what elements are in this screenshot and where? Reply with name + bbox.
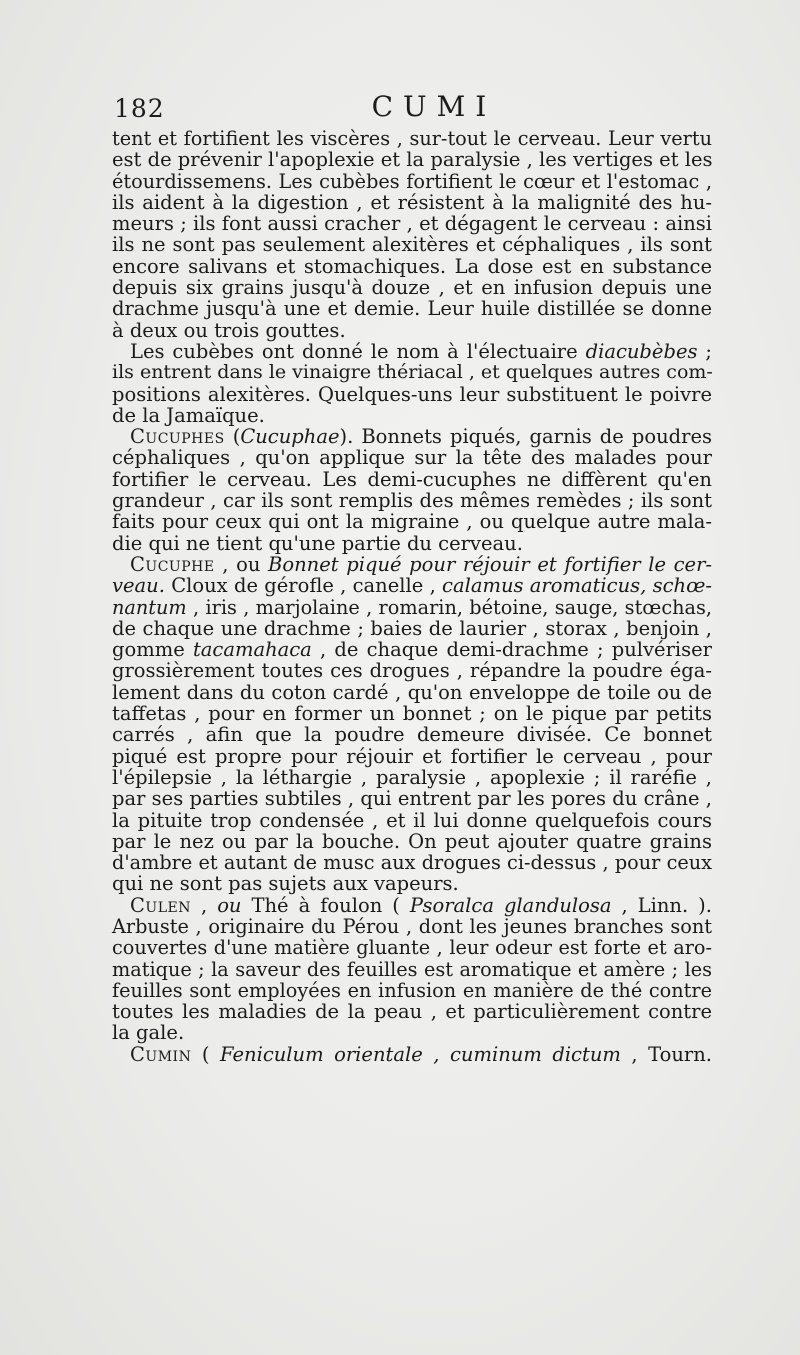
text-line: carrés , afin que la poudre demeure divisée. Ce bonnet [112, 723, 712, 747]
running-head: CUMI [371, 90, 497, 123]
text-line: drachme jusqu'à une et demie. Leur huile distillée se donne [112, 297, 712, 321]
entry-cucuphes: Cucuphes (Cucuphae). Bonnets piqués, garnis de poudres [130, 425, 712, 449]
text-line: lement dans du coton cardé , qu'on enveloppe de toile ou de [112, 680, 712, 704]
entry-headword: Cucuphes [130, 425, 225, 449]
text-line: ils ne sont pas seulement alexitères et céphaliques , ils sont [112, 233, 712, 257]
page-header [114, 90, 714, 126]
text-line: matique ; la saveur des feuilles est aromatique et amère ; les [112, 957, 712, 981]
text-line: de chaque une drachme ; baies de laurier , storax , benjoin , [112, 616, 712, 640]
text-line: Arbuste , originaire du Pérou , dont les jeunes branches sont [112, 914, 712, 938]
text-line: la pituite trop condensée , et il lui donne quelquefois cours [112, 808, 712, 832]
text-line: veau. Cloux de gérofle , canelle , calamus aromaticus, schœ- [112, 574, 712, 598]
text-line: grandeur , car ils sont remplis des mêmes remèdes ; ils sont [112, 489, 712, 513]
text-line: encore salivans et stomachiques. La dose est en substance [112, 254, 712, 278]
text-line: qui ne sont pas sujets aux vapeurs. [112, 872, 459, 896]
entry-headword: Cucuphe [130, 552, 215, 576]
text-line: feuilles sont employées en infusion en manière de thé contre [112, 978, 712, 1002]
text-line: depuis six grains jusqu'à douze , et en infusion depuis une [112, 276, 712, 300]
text-line: grossièrement toutes ces drogues , répandre la poudre éga- [112, 659, 712, 683]
entry-headword: Culen [130, 893, 191, 917]
text-line: d'ambre et autant de musc aux drogues ci-dessus , pour ceux [112, 851, 712, 875]
text-line: faits pour ceux qui ont la migraine , ou quelque autre mala- [112, 510, 712, 534]
text-line: par le nez ou par la bouche. On peut ajouter quatre grains [112, 829, 712, 853]
text-line: de la Jamaïque. [112, 403, 265, 427]
text-line: taffetas , pour en former un bonnet ; on le pique par petits [112, 702, 712, 726]
text-line: ils aident à la digestion , et résistent à la malignité des hu- [112, 190, 712, 214]
entry-cumin: Cumin ( Feniculum orientale , cuminum dictum , Tourn. [130, 1042, 712, 1066]
text-line: couvertes d'une matière gluante , leur odeur est forte et aro- [112, 936, 712, 960]
text-line: par ses parties subtiles , qui entrent par les pores du crâne , [112, 787, 712, 811]
text-line: positions alexitères. Quelques-uns leur substituent le poivre [112, 382, 712, 406]
text-line: l'épilepsie , la léthargie , paralysie , apoplexie ; il raréfie , [112, 765, 712, 789]
text-line: die qui ne tient qu'une partie du cerveau. [112, 531, 523, 555]
text-line: à deux ou trois gouttes. [112, 318, 346, 342]
text-line: piqué est propre pour réjouir et fortifier le cerveau , pour [112, 744, 712, 768]
entry-cucuphe: Cucuphe , ou Bonnet piqué pour réjouir et fortifier le cer- [130, 552, 713, 576]
text-line: ils entrent dans le vinaigre thériacal , et quelques autres com- [112, 361, 713, 384]
text-line: meurs ; ils font aussi cracher , et dégagent le cerveau : ainsi [112, 212, 712, 236]
term-italic: diacubèbes [585, 339, 698, 363]
entry-culen: Culen , ou Thé à foulon ( Psoralca glandulosa , Linn. ). [130, 893, 712, 917]
text-line: toutes les maladies de la peau , et particulièrement contre [112, 1000, 712, 1024]
text-line: tent et fortifient les viscères , sur-tout le cerveau. Leur vertu [112, 127, 712, 150]
text-line: gomme tacamahaca , de chaque demi-drachme ; pulvériser [112, 638, 712, 662]
page-number: 182 [114, 94, 165, 123]
body-text [112, 128, 712, 1065]
text-line: céphaliques , qu'on applique sur la tête des malades pour [112, 446, 712, 470]
text-line: étourdissemens. Les cubèbes fortifient le cœur et l'estomac , [112, 169, 712, 193]
entry-headword: Cumin [130, 1042, 192, 1066]
text-line: nantum , iris , marjolaine , romarin, bétoine, sauge, stœchas, [112, 595, 712, 619]
text-line: Les cubèbes ont donné le nom à l'électuaire diacubèbes ; [130, 339, 712, 363]
text-line: fortifier le cerveau. Les demi-cucuphes ne diffèrent qu'en [112, 467, 712, 491]
text-line: est de prévenir l'apoplexie et la paralysie , les vertiges et les [112, 148, 713, 172]
text-line: la gale. [112, 1021, 185, 1045]
